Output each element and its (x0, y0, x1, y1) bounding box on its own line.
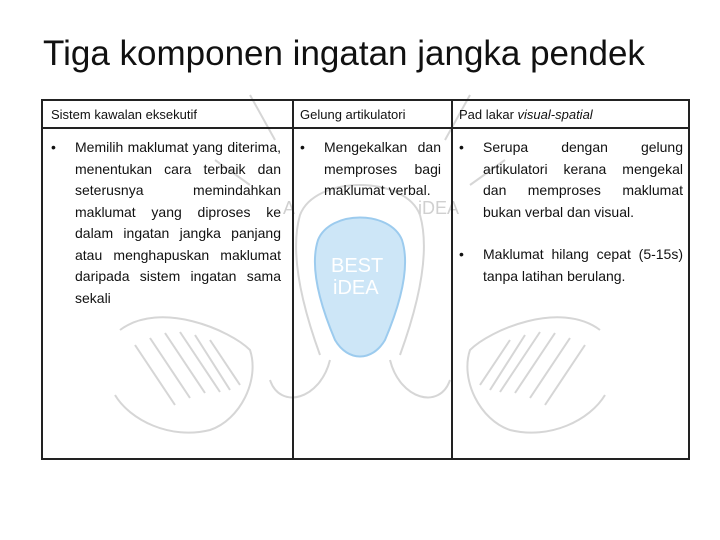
list-item (459, 244, 683, 287)
watermark-text-best: BEST (331, 255, 384, 277)
watermark-right-fragment: iDEA (418, 198, 460, 218)
header-sketchpad-prefix: Pad lakar (459, 107, 518, 122)
column-visuospatial-sketchpad (459, 137, 683, 287)
bullet-icon: • (459, 139, 464, 155)
watermark-text-idea: iDEA (333, 277, 379, 299)
list-item-text: Serupa dengan gelung artikulatori kerana mengekal dan memproses maklumat bukan verbal dan visual. (483, 139, 683, 220)
bullet-icon: • (300, 139, 305, 155)
column-divider-2 (451, 101, 453, 458)
slide-title: Tiga komponen ingatan jangka pendek (43, 34, 645, 73)
watermark-left-fragment: A (283, 198, 296, 218)
header-visuospatial-sketchpad (459, 107, 593, 123)
header-executive-control: Sistem kawalan eksekutif (51, 107, 197, 122)
header-sketchpad-italic: visual-spatial (517, 107, 593, 122)
bullet-icon: • (459, 246, 464, 262)
list-item-text: Mengekalkan dan memproses bagi maklumat verbal. (324, 139, 441, 198)
column-articulatory-loop (300, 137, 441, 202)
list-item-text: Memilih maklumat yang diterima, menentukan cara terbaik dan seterusnya memindahkan maklumat yang diproses ke dalam ingatan jangka panjang atau menghapuskan maklumat daripada sistem ingatan sama sekali (75, 139, 281, 306)
list-item-text: Maklumat hilang cepat (5-15s) tanpa latihan berulang. (483, 246, 683, 284)
header-articulatory-loop: Gelung artikulatori (300, 107, 406, 122)
bullet-icon: • (51, 139, 56, 155)
column-executive-control (51, 137, 281, 309)
list-item (459, 137, 683, 223)
components-table (41, 99, 690, 460)
list-item (300, 137, 441, 202)
column-divider-1 (292, 101, 294, 458)
list-item (51, 137, 281, 309)
